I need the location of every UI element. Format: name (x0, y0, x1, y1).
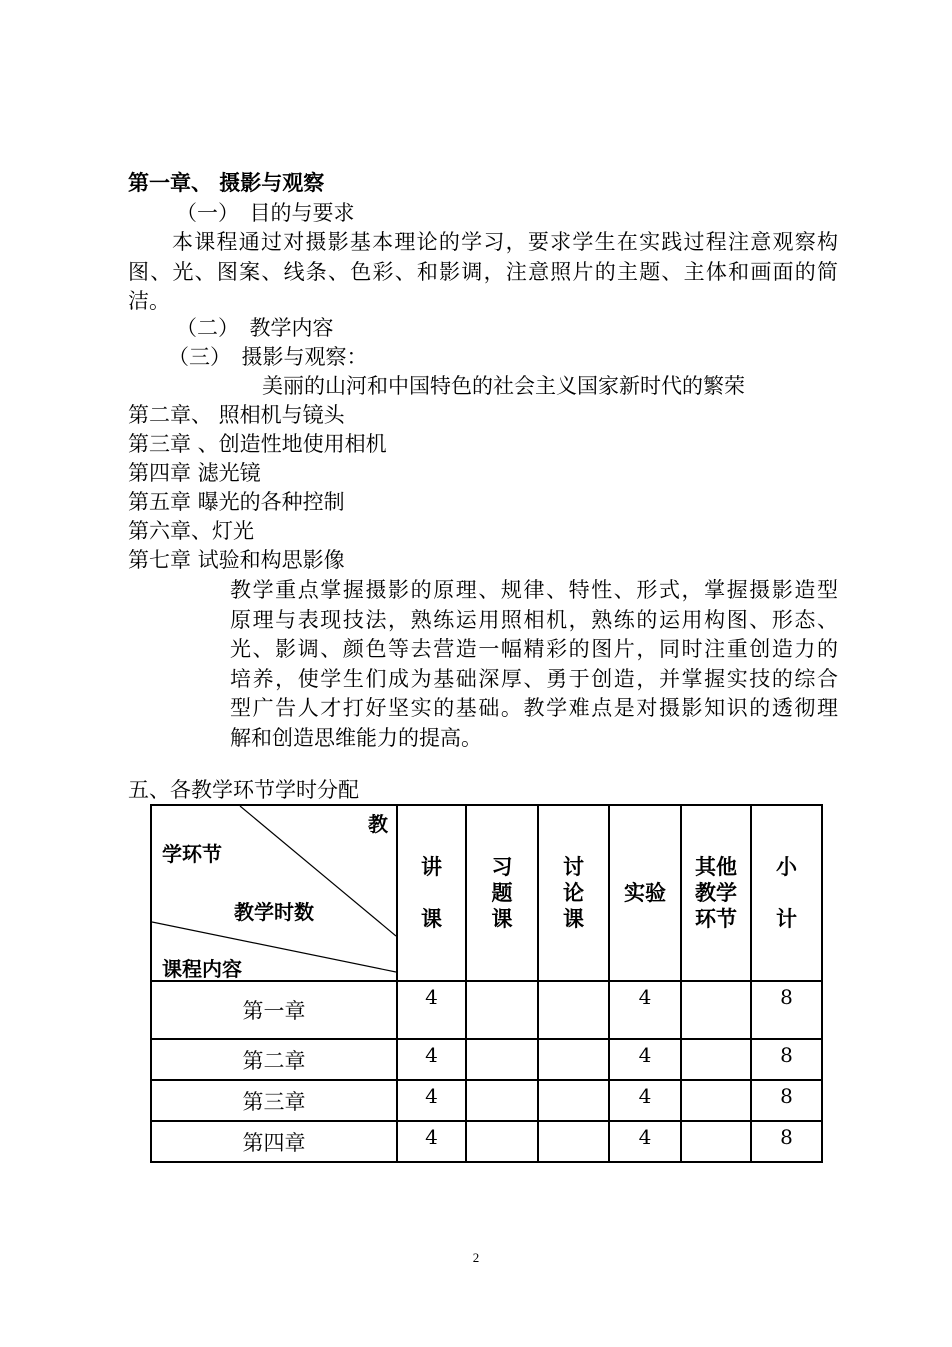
col-header-exercise (466, 805, 538, 981)
chapter-4-title: 第四章 滤光镜 (128, 461, 261, 485)
col-header-char: 计 (776, 907, 797, 931)
chapter1-sub-objectives: （一） 目的与要求 (176, 201, 355, 225)
col-header-experiment (609, 805, 681, 981)
cell-subtotal: 8 (751, 1039, 822, 1080)
cell-subtotal: 8 (751, 1121, 822, 1162)
col-header-subtotal (751, 805, 822, 981)
col-header-char: 小 (776, 855, 797, 879)
table-header-row (151, 805, 822, 981)
chapter-3-title: 第三章 、创造性地使用相机 (128, 432, 387, 456)
table-row (151, 1080, 822, 1121)
cell-other (681, 1121, 751, 1162)
paragraph-line: 培养，使学生们成为基础深厚、勇于创造，并掌握实技的综合 (230, 666, 838, 691)
table-row (151, 1039, 822, 1080)
chapter1-heading: 第一章、 摄影与观察 (128, 170, 325, 195)
col-header-char: 课 (421, 907, 442, 931)
page-number: 2 (472, 1250, 480, 1265)
chapter-6-title: 第六章、灯光 (128, 519, 254, 543)
cell-discussion (538, 1121, 609, 1162)
cell-exercise (466, 1039, 538, 1080)
chapter1-sub-observation: （三） 摄影与观察： (168, 345, 368, 369)
cell-other (681, 1039, 751, 1080)
col-header-char: 讨 (563, 855, 584, 879)
cell-discussion (538, 981, 609, 1039)
paragraph-line: 教学重点掌握摄影的原理、规律、特性、形式，掌握摄影造型 (230, 578, 838, 602)
col-header-char: 习 (491, 855, 513, 879)
cell-lecture: 4 (397, 1080, 466, 1121)
cell-discussion (538, 1039, 609, 1080)
col-header-char: 论 (563, 881, 584, 905)
cell-other (681, 1080, 751, 1121)
row-label: 第四章 (151, 1121, 397, 1162)
paragraph-line: 图、光、图案、线条、色彩、和影调，注意照片的主题、主体和画面的简 (128, 259, 838, 284)
corner-bottom-text: 课程内容 (162, 957, 242, 981)
table-corner-cell (151, 805, 397, 981)
col-header-char: 实验 (624, 881, 666, 905)
col-header-char: 课 (491, 907, 513, 931)
paragraph-line: 本课程通过对摄影基本理论的学习，要求学生在实践过程注意观察构 (172, 230, 838, 254)
row-label: 第一章 (151, 981, 397, 1039)
cell-lecture: 4 (397, 981, 466, 1039)
paragraph-line: 型广告人才打好坚实的基础。教学难点是对摄影知识的透彻理 (230, 696, 838, 720)
chapter1-sub-content: （二） 教学内容 (176, 316, 334, 340)
teaching-focus-paragraph (230, 576, 838, 753)
col-header-lecture (397, 805, 466, 981)
col-header-char: 环节 (695, 907, 737, 931)
paragraph-line: 光、影调、颜色等去营造一幅精彩的图片，同时注重创造力的 (230, 637, 838, 661)
cell-exercise (466, 1080, 538, 1121)
col-header-char: 题 (491, 881, 513, 905)
cell-experiment: 4 (609, 981, 681, 1039)
row-label: 第三章 (151, 1080, 397, 1121)
paragraph-line: 解和创造思维能力的提高。 (230, 725, 482, 750)
cell-experiment: 4 (609, 1121, 681, 1162)
corner-top-left-text: 学环节 (162, 842, 222, 866)
cell-exercise (466, 981, 538, 1039)
chapter-7-title: 第七章 试验和构思影像 (128, 548, 345, 572)
chapter1-paragraph (128, 228, 838, 317)
cell-lecture: 4 (397, 1039, 466, 1080)
cell-exercise (466, 1121, 538, 1162)
col-header-discussion (538, 805, 609, 981)
paragraph-line: 洁。 (128, 289, 170, 313)
chapter1-observation-detail: 美丽的山河和中国特色的社会主义国家新时代的繁荣 (262, 374, 745, 398)
col-header-other (681, 805, 751, 981)
table-row (151, 1121, 822, 1162)
cell-experiment: 4 (609, 1039, 681, 1080)
corner-middle-text: 教学时数 (234, 900, 314, 924)
col-header-char: 课 (563, 907, 584, 931)
cell-subtotal: 8 (751, 981, 822, 1039)
row-label: 第二章 (151, 1039, 397, 1080)
col-header-char: 教学 (695, 881, 737, 905)
table-row (151, 981, 822, 1039)
chapter-2-title: 第二章、 照相机与镜头 (128, 403, 345, 427)
cell-other (681, 981, 751, 1039)
col-header-char: 讲 (421, 855, 442, 879)
hours-allocation-table (150, 804, 823, 1163)
cell-experiment: 4 (609, 1080, 681, 1121)
cell-discussion (538, 1080, 609, 1121)
col-header-char: 其他 (695, 855, 737, 879)
cell-subtotal: 8 (751, 1080, 822, 1121)
section5-title: 五、各教学环节学时分配 (128, 778, 359, 802)
cell-lecture: 4 (397, 1121, 466, 1162)
chapter-5-title: 第五章 曝光的各种控制 (128, 490, 345, 514)
paragraph-line: 原理与表现技法，熟练运用照相机，熟练的运用构图、形态、 (230, 607, 838, 632)
corner-top-right-text: 教 (368, 812, 388, 836)
